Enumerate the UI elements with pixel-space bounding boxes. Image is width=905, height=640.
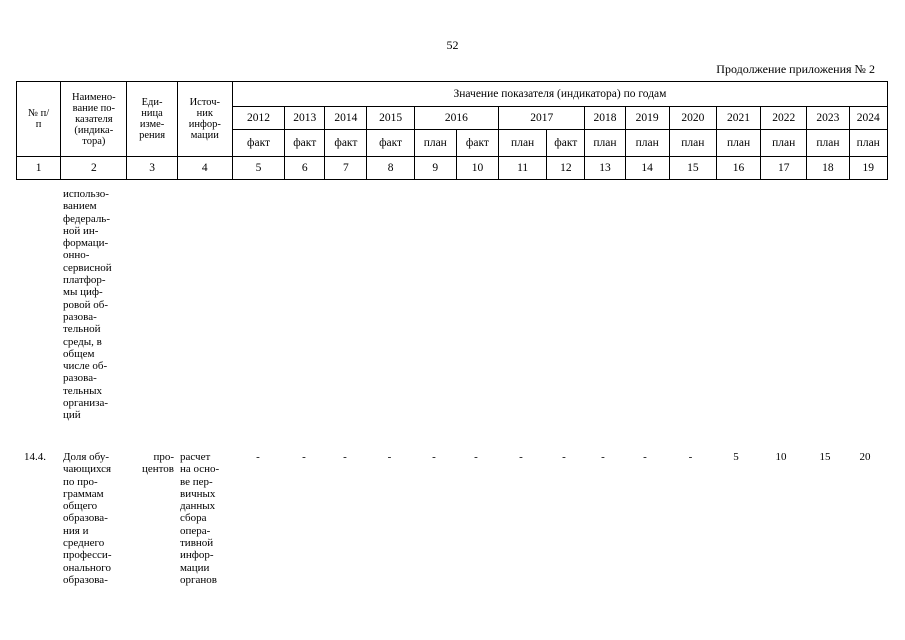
type-cell: план: [414, 130, 456, 157]
value-cell: -: [562, 451, 566, 463]
row-unit: про- центов: [141, 451, 174, 476]
year-2018: 2018: [585, 107, 625, 130]
year-2012: 2012: [232, 107, 284, 130]
value-cell: -: [343, 451, 347, 463]
year-2013: 2013: [285, 107, 325, 130]
col-number: 12: [547, 157, 585, 180]
type-cell: план: [499, 130, 547, 157]
value-cell: -: [387, 451, 392, 463]
row-number: 14.4.: [24, 451, 46, 463]
appendix-continuation-label: Продолжение приложения № 2: [716, 62, 875, 76]
row-source: расчет на осно- ве пер- вичных данных сбора опера- тивной инфор- мации органов: [180, 451, 220, 586]
value-cell: 20: [859, 451, 871, 463]
header-source-cell: [177, 82, 232, 157]
col-number: 17: [761, 157, 807, 180]
col-number: 5: [232, 157, 284, 180]
col-number: 3: [127, 157, 177, 180]
header-name-cell: [61, 82, 127, 157]
row-indicator-name: Доля обу- чающихся по про- граммам общего образова- ния и среднего професси- онального образова-: [63, 451, 112, 586]
col-number: 6: [285, 157, 325, 180]
type-cell: план: [585, 130, 625, 157]
type-cell: план: [807, 130, 849, 157]
type-cell: план: [716, 130, 760, 157]
col-number: 14: [625, 157, 669, 180]
value-cell: -: [643, 451, 647, 463]
type-cell: план: [625, 130, 669, 157]
type-cell: план: [849, 130, 888, 157]
col-number: 11: [499, 157, 547, 180]
year-2021: 2021: [716, 107, 760, 130]
col-number: 8: [367, 157, 414, 180]
value-cell: -: [302, 451, 306, 463]
value-cell: -: [432, 451, 436, 463]
col-number: 18: [807, 157, 849, 180]
value-cell: -: [688, 451, 693, 463]
year-2019: 2019: [625, 107, 669, 130]
year-2015: 2015: [367, 107, 414, 130]
header-name-label: Наимено- вание по- казателя (индика- тора): [72, 91, 116, 147]
col-number: 10: [456, 157, 498, 180]
type-cell: факт: [367, 130, 414, 157]
col-number: 19: [849, 157, 888, 180]
year-2017: 2017: [499, 107, 585, 130]
value-cell: -: [601, 451, 605, 463]
col-number: 2: [61, 157, 127, 180]
header-source-label: Источ- ник инфор- мации: [188, 97, 221, 141]
type-cell: план: [669, 130, 716, 157]
header-unit-cell: [127, 82, 177, 157]
year-2023: 2023: [807, 107, 849, 130]
year-2020: 2020: [669, 107, 716, 130]
col-number: 15: [669, 157, 716, 180]
type-cell: факт: [547, 130, 585, 157]
col-number: 7: [325, 157, 367, 180]
page-number: 52: [446, 38, 459, 52]
type-cell: план: [761, 130, 807, 157]
year-2016: 2016: [414, 107, 498, 130]
indicator-table-header: [16, 81, 888, 180]
year-2022: 2022: [761, 107, 807, 130]
col-number: 4: [177, 157, 232, 180]
header-unit-label: Еди- ница изме- рения: [139, 97, 166, 141]
continued-name-text: использо- ванием федераль- ной ин- формаци- онно- сервисной платфор- мы циф- ровой об- разова- тельной среды, в общем числе об- разова- тельных организа- ций: [63, 188, 112, 422]
col-number: 9: [414, 157, 456, 180]
value-cell: 5: [733, 451, 739, 463]
col-number: 13: [585, 157, 625, 180]
header-num-label: № п/п: [28, 108, 50, 130]
year-2024: 2024: [849, 107, 888, 130]
header-num-cell: [17, 82, 61, 157]
type-cell: факт: [456, 130, 498, 157]
type-cell: факт: [285, 130, 325, 157]
value-cell: -: [474, 451, 478, 463]
col-number: 16: [716, 157, 760, 180]
type-cell: факт: [325, 130, 367, 157]
year-2014: 2014: [325, 107, 367, 130]
type-cell: факт: [232, 130, 284, 157]
value-cell: 10: [775, 451, 787, 463]
value-cell: -: [519, 451, 523, 463]
value-cell: -: [256, 451, 260, 463]
value-cell: 15: [819, 451, 831, 463]
header-values-title: Значение показателя (индикатора) по годам: [232, 82, 887, 107]
col-number: 1: [17, 157, 61, 180]
